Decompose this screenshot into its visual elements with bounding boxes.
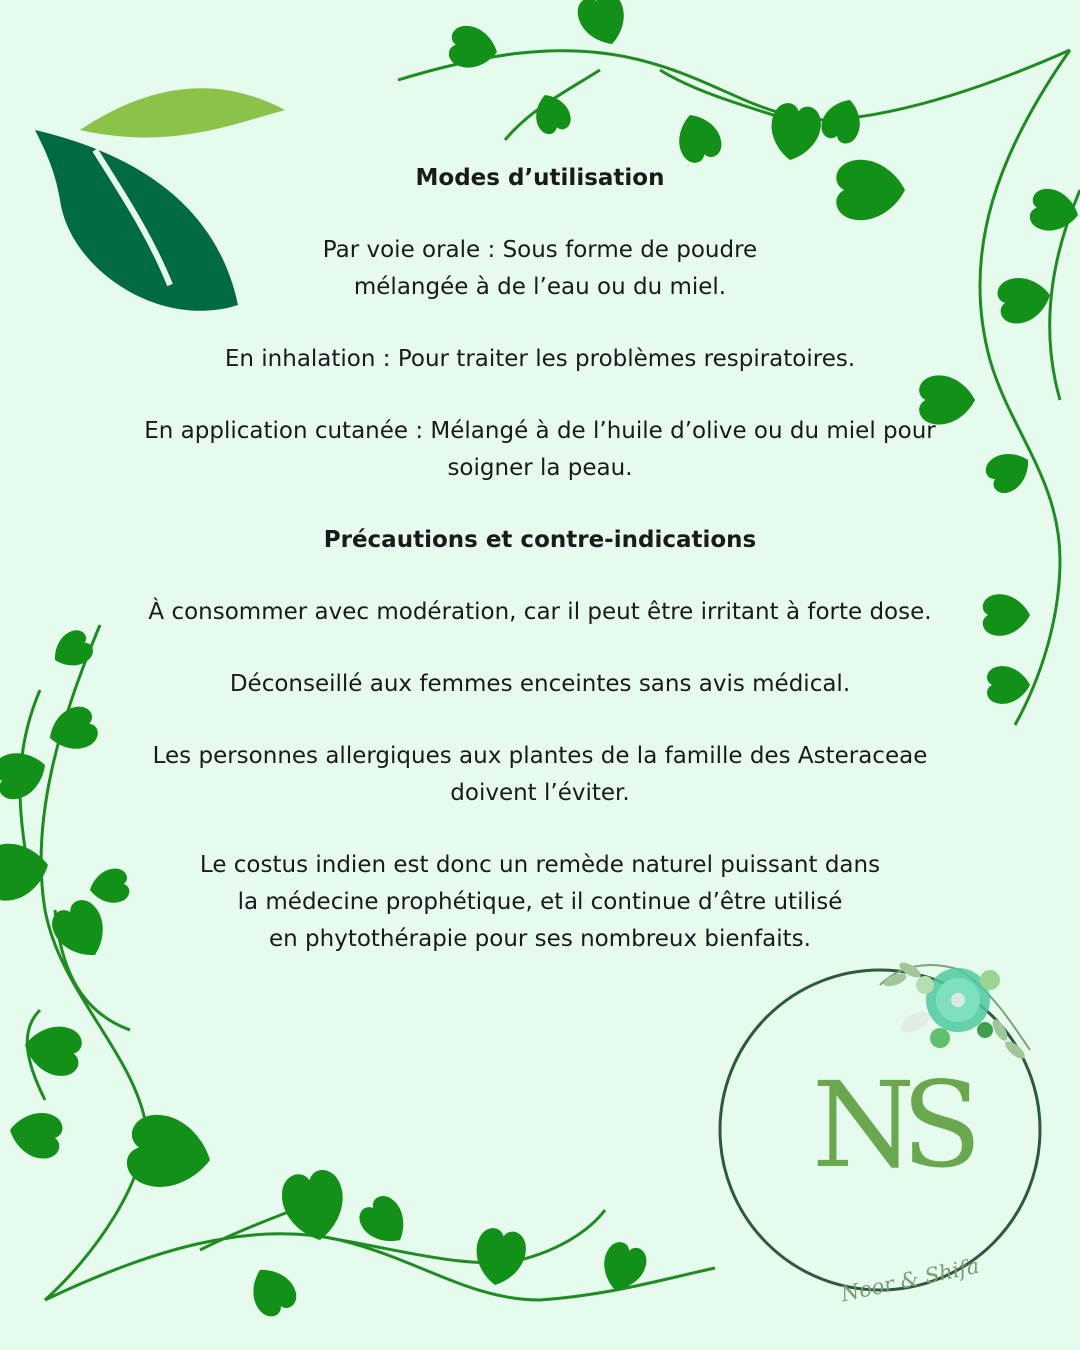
logo-tagline: Noor & Shifa (838, 1253, 982, 1307)
precaution-pregnancy: Déconseillé aux femmes enceintes sans avis médical. (229, 671, 851, 697)
usage-oral: Par voie orale : Sous forme de poudre mélangée à de l’eau ou du miel. (322, 237, 758, 300)
logo-monogram: NS (811, 1056, 969, 1194)
brand-logo (700, 950, 1060, 1330)
usage-cutaneous: En application cutanée : Mélangé à de l’huile d’olive ou du miel pour soigner la peau. (144, 418, 936, 481)
top-vine-leaves (447, 0, 868, 166)
main-content (110, 160, 970, 993)
precaution-allergy: Les personnes allergiques aux plantes de la famille des Asteraceae doivent l’éviter. (152, 743, 928, 806)
precaution-moderation: À consommer avec modération, car il peut être irritant à forte dose. (148, 599, 932, 625)
bottom-vine-leaves (242, 1167, 651, 1321)
section-heading-usage: Modes d’utilisation (415, 165, 665, 191)
conclusion-paragraph: Le costus indien est donc un remède naturel puissant dans la médecine prophétique, et il continue d’être utilisé en phytothérapie pour ses nombreux bienfaits. (199, 852, 881, 952)
top-vine (398, 50, 1070, 140)
flower-icon (880, 960, 1030, 1062)
usage-inhalation: En inhalation : Pour traiter les problèmes respiratoires. (224, 346, 856, 372)
section-heading-precautions: Précautions et contre-indications (323, 527, 757, 553)
